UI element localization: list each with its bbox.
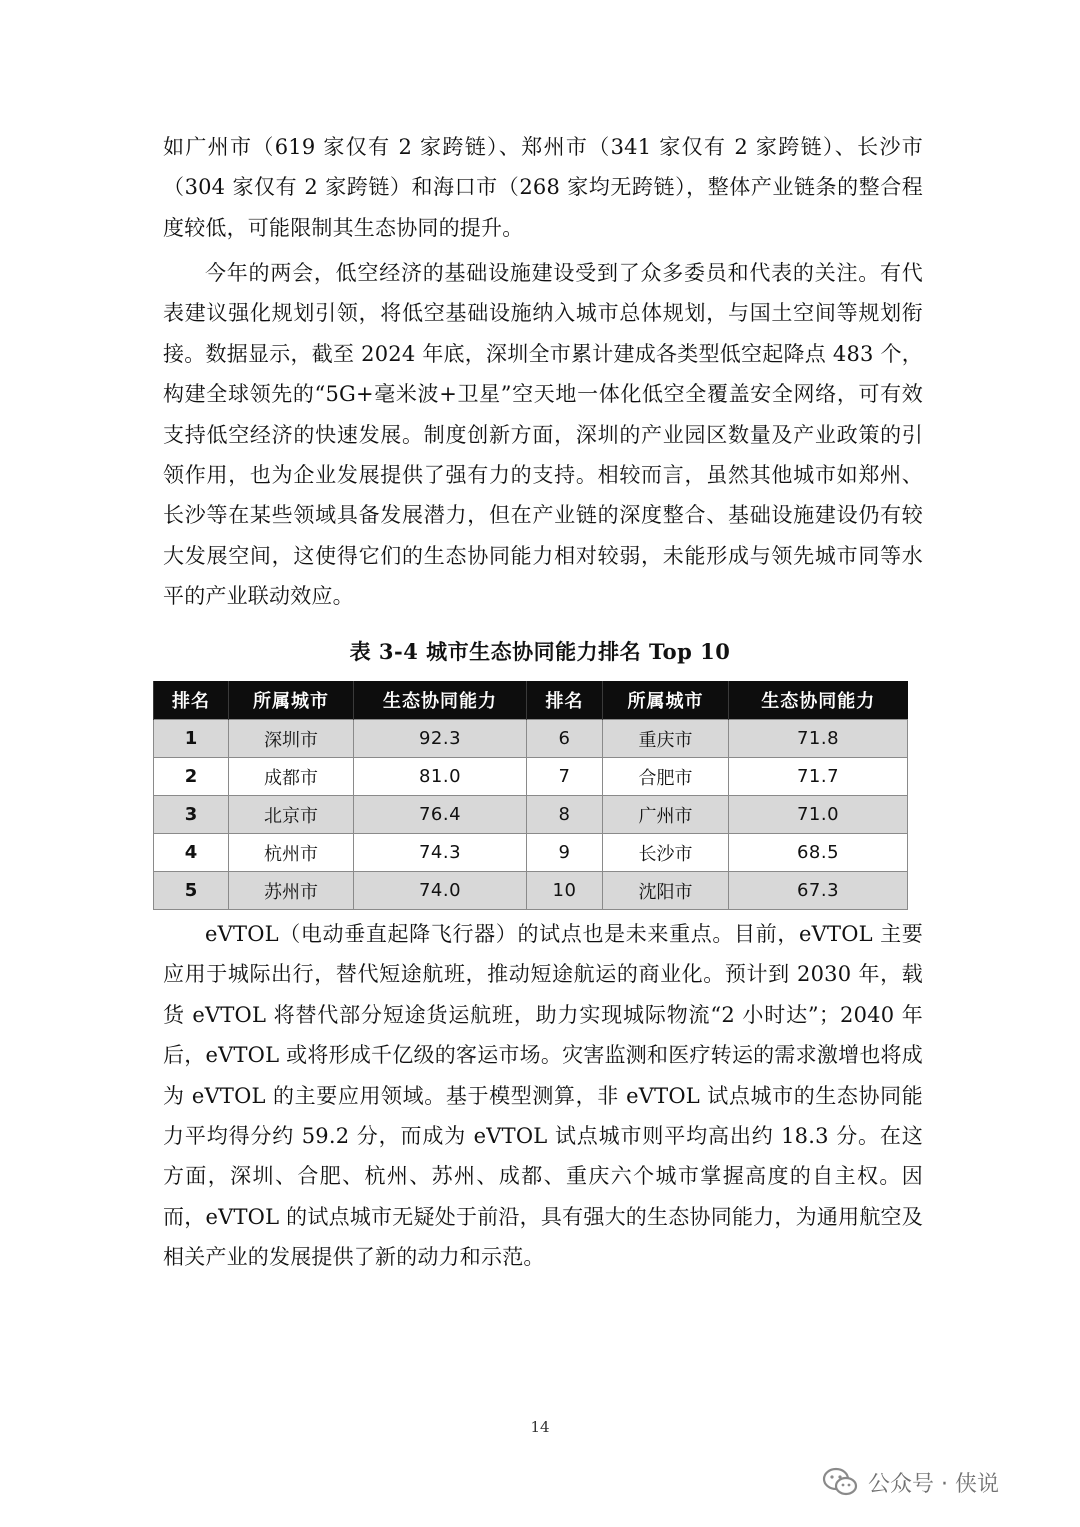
rank-cell: 9 xyxy=(527,834,603,872)
table-row xyxy=(154,796,908,834)
table-row xyxy=(154,758,908,796)
city-ranking-table xyxy=(153,681,908,910)
rank-cell: 10 xyxy=(527,872,603,910)
paragraph-text: eVTOL（电动垂直起降飞行器）的试点也是未来重点。目前，eVTOL 主要应用于城际出行，替代短途航班，推动短途航运的商业化。预计到 2030 年，载货 eVTOL 将替代部分短途货运航班，助力实现城际物流“2 小时达”；2040 年后，eVTOL 或将形成千亿级的客运市场。灾害监测和医疗转运的需求激增也将成为 eVTOL 的主要应用领域。基于模型测算，非 eVTOL 试点城市的生态协同能力平均得分约 59.2 分，而成为 eVTOL 试点城市则平均高出约 18.3 分。在这方面，深圳、合肥、杭州、苏州、成都、重庆六个城市掌握高度的自主权。因而，eVTOL 的试点城市无疑处于前沿，具有强大的生态协同能力，为通用航空及相关产业的发展提供了新的动力和示范。 xyxy=(163,922,923,1270)
score-cell: 68.5 xyxy=(729,834,908,872)
city-cell: 广州市 xyxy=(603,796,729,834)
rank-cell: 1 xyxy=(154,720,229,758)
city-cell: 苏州市 xyxy=(229,872,354,910)
rank-cell: 2 xyxy=(154,758,229,796)
header-city: 所属城市 xyxy=(603,681,729,720)
page-number: 14 xyxy=(530,1418,550,1436)
rank-cell: 3 xyxy=(154,796,229,834)
city-cell: 长沙市 xyxy=(603,834,729,872)
score-cell: 74.3 xyxy=(354,834,527,872)
score-cell: 76.4 xyxy=(354,796,527,834)
city-cell: 成都市 xyxy=(229,758,354,796)
header-rank: 排名 xyxy=(527,681,603,720)
paragraph-2 xyxy=(163,253,923,617)
city-cell: 北京市 xyxy=(229,796,354,834)
score-cell: 74.0 xyxy=(354,872,527,910)
table-row xyxy=(154,834,908,872)
city-cell: 深圳市 xyxy=(229,720,354,758)
paragraph-1 xyxy=(163,127,923,248)
table-header-row xyxy=(154,681,908,720)
watermark xyxy=(822,1462,999,1502)
score-cell: 71.7 xyxy=(729,758,908,796)
score-cell: 71.0 xyxy=(729,796,908,834)
header-rank: 排名 xyxy=(154,681,229,720)
rank-cell: 5 xyxy=(154,872,229,910)
paragraph-3 xyxy=(163,914,923,1278)
watermark-text: 公众号 · 侠说 xyxy=(868,1471,999,1497)
score-cell: 71.8 xyxy=(729,720,908,758)
wechat-icon xyxy=(822,1467,858,1497)
table-row xyxy=(154,720,908,758)
rank-cell: 7 xyxy=(527,758,603,796)
rank-cell: 4 xyxy=(154,834,229,872)
city-cell: 沈阳市 xyxy=(603,872,729,910)
city-cell: 重庆市 xyxy=(603,720,729,758)
table-row xyxy=(154,872,908,910)
paragraph-text: 今年的两会，低空经济的基础设施建设受到了众多委员和代表的关注。有代表建议强化规划引领，将低空基础设施纳入城市总体规划，与国土空间等规划衔接。数据显示，截至 2024 年底，深圳全市累计建成各类型低空起降点 483 个，构建全球领先的“5G+毫米波+卫星”空天地一体化低空全覆盖安全网络，可有效支持低空经济的快速发展。制度创新方面，深圳的产业园区数量及产业政策的引领作用，也为企业发展提供了强有力的支持。相较而言，虽然其他城市如郑州、长沙等在某些领域具备发展潜力，但在产业链的深度整合、基础设施建设仍有较大发展空间，这使得它们的生态协同能力相对较弱，未能形成与领先城市同等水平的产业联动效应。 xyxy=(163,261,923,609)
paragraph-text: 如广州市（619 家仅有 2 家跨链）、郑州市（341 家仅有 2 家跨链）、长沙市（304 家仅有 2 家跨链）和海口市（268 家均无跨链），整体产业链条的整合程度较低，可能限制其生态协同的提升。 xyxy=(163,135,923,240)
header-score: 生态协同能力 xyxy=(729,681,908,720)
header-city: 所属城市 xyxy=(229,681,354,720)
city-cell: 合肥市 xyxy=(603,758,729,796)
table-caption: 表 3-4 城市生态协同能力排名 Top 10 xyxy=(349,639,731,664)
score-cell: 67.3 xyxy=(729,872,908,910)
score-cell: 81.0 xyxy=(354,758,527,796)
header-score: 生态协同能力 xyxy=(354,681,527,720)
rank-cell: 6 xyxy=(527,720,603,758)
score-cell: 92.3 xyxy=(354,720,527,758)
rank-cell: 8 xyxy=(527,796,603,834)
city-cell: 杭州市 xyxy=(229,834,354,872)
